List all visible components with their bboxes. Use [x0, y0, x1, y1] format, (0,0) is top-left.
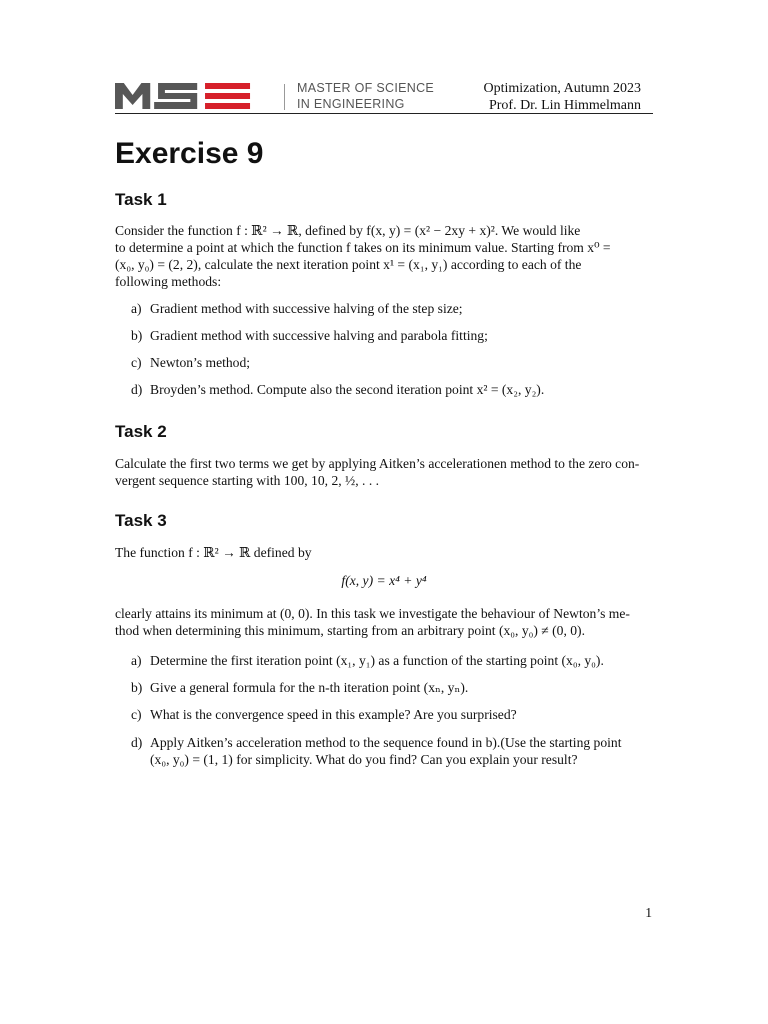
- task1-item-c: [131, 354, 653, 371]
- item-label: c): [131, 707, 142, 722]
- item-label: a): [131, 301, 142, 316]
- task1-intro-line: to determine a point at which the function f takes on its minimum value. Starting from x⁰ =: [115, 240, 611, 255]
- task1-intro-line: following methods:: [115, 274, 222, 289]
- task3-after: [115, 605, 653, 639]
- professor-name: Prof. Dr. Lin Himmelmann: [488, 98, 641, 113]
- page-title: Exercise 9: [115, 137, 264, 170]
- item-label: c): [131, 355, 142, 370]
- logo-line-1: MASTER OF SCIENCE: [297, 81, 435, 95]
- item-text: Apply Aitken’s acceleration method to the sequence found in b).(Use the starting point: [150, 735, 622, 750]
- item-label: b): [131, 680, 143, 695]
- task3-heading: Task 3: [115, 511, 167, 530]
- task3-equation: f(x, y) = x⁴ + y⁴: [341, 573, 427, 588]
- task3-item-b: [131, 679, 653, 696]
- logo-divider: [284, 84, 285, 110]
- task1-item-d: [131, 381, 653, 398]
- task3-after-line: thod when determining this minimum, starting from an arbitrary point (x₀, y₀) ≠ (0, 0).: [115, 623, 585, 638]
- task1-item-a: [131, 300, 653, 317]
- item-label: b): [131, 328, 143, 343]
- item-label: d): [131, 382, 143, 397]
- item-text: Gradient method with successive halving of the step size;: [150, 301, 463, 316]
- item-label: d): [131, 735, 143, 750]
- item-text: Broyden’s method. Compute also the second iteration point x² = (x₂, y₂).: [150, 382, 545, 397]
- item-text: Determine the first iteration point (x₁, y₁) as a function of the starting point (x₀, y₀).: [150, 653, 604, 668]
- task1-heading: Task 1: [115, 190, 167, 209]
- item-text: (x₀, y₀) = (1, 1) for simplicity. What do you find? Can you explain your result?: [150, 752, 578, 767]
- item-text: Give a general formula for the n-th iteration point (xₙ, yₙ).: [150, 680, 469, 695]
- task3-item-d-cont: [131, 751, 653, 768]
- item-label: a): [131, 653, 142, 668]
- task3-item-a: [131, 652, 653, 669]
- item-text: What is the convergence speed in this example? Are you surprised?: [150, 707, 517, 722]
- mse-logo: [115, 83, 252, 109]
- page-number: 1: [645, 905, 652, 920]
- task1-intro-line: Consider the function f : ℝ² → ℝ, defined by f(x, y) = (x² − 2xy + x)². We would like: [115, 223, 581, 238]
- task3-intro: The function f : ℝ² → ℝ defined by: [115, 545, 312, 560]
- task1-intro: [115, 222, 653, 290]
- item-text: Newton’s method;: [150, 355, 251, 370]
- task2-line: vergent sequence starting with 100, 10, 2, ½, . . .: [115, 473, 380, 488]
- task3-item-c: [131, 706, 653, 723]
- item-text: Gradient method with successive halving and parabola fitting;: [150, 328, 488, 343]
- task2-line: Calculate the first two terms we get by applying Aitken’s accelerationen method to the zero con-: [115, 456, 640, 471]
- task1-item-b: [131, 327, 653, 344]
- course-info: [484, 80, 642, 114]
- header-rule: [115, 113, 653, 114]
- task3-after-line: clearly attains its minimum at (0, 0). In this task we investigate the behaviour of Newton’s me-: [115, 606, 630, 621]
- task1-intro-line: (x₀, y₀) = (2, 2), calculate the next iteration point x¹ = (x₁, y₁) according to each of the: [115, 257, 582, 272]
- logo-line-2: IN ENGINEERING: [297, 97, 405, 111]
- task2-heading: Task 2: [115, 422, 167, 441]
- task3-item-d: [131, 734, 653, 751]
- course-title: Optimization, Autumn 2023: [483, 81, 641, 96]
- task2-text: [115, 455, 653, 489]
